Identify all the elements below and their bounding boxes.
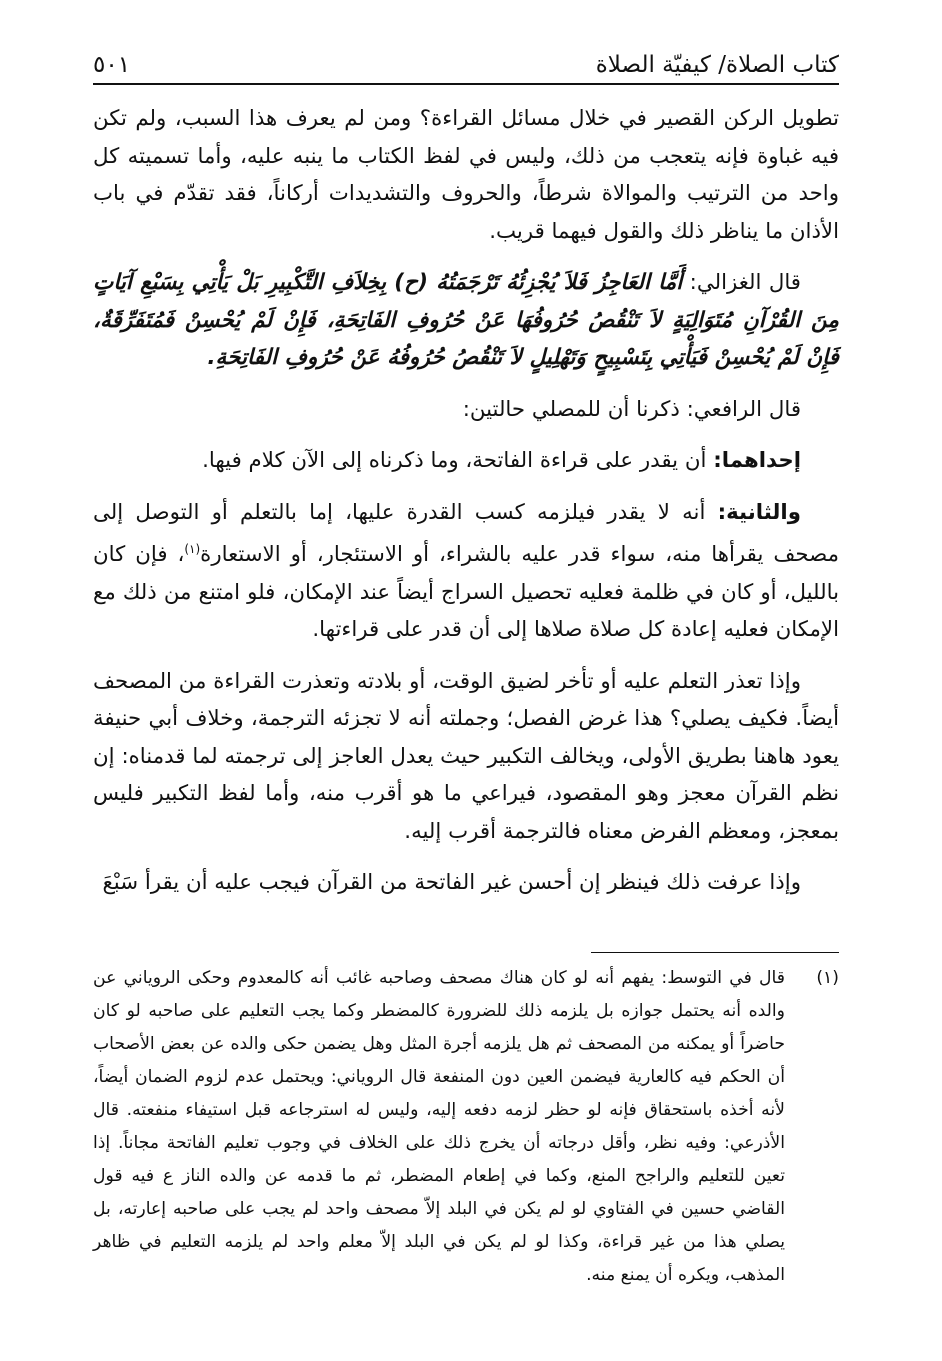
first-case-paragraph	[93, 442, 839, 480]
first-case-text: أن يقدر على قراءة الفاتحة، وما ذكرناه إلى الآن كلام فيها.	[202, 448, 707, 473]
footnote-number: (١)	[816, 968, 839, 988]
paragraph-7: وإذا عرفت ذلك فينظر إن أحسن غير الفاتحة من القرآن فيجب عليه أن يقرأ سَبْعَ	[102, 870, 801, 896]
footnote-divider	[591, 952, 839, 953]
page-number: ٥٠١	[93, 52, 131, 78]
footnote-1	[93, 962, 839, 1292]
second-case-paragraph	[93, 494, 839, 649]
second-case-label: والثانية:	[717, 499, 801, 525]
quote-lead: قال الغزالي:	[689, 270, 801, 295]
second-case-text-b: ، فإن كان بالليل، أو كان في ظلمة فعليه تحصيل السراج أيضاً عند الإمكان، فلو امتنع من ذلك مع الإمكان فعليه إعادة كل صلاة صلاها إلى أن قدر على قراءتها.	[93, 542, 839, 643]
header-divider	[93, 83, 839, 85]
page-header	[93, 38, 839, 78]
main-text	[93, 100, 839, 916]
footnotes	[93, 962, 839, 1292]
paragraph-1: تطويل الركن القصير في خلال مسائل القراءة؟ ومن لم يعرف هذا السبب، ولم تكن فيه غباوة فإنه يتعجب من ذلك، وليس في لفظ الكتاب ما ينبه عليه، وأما تسميته كل واحد من الترتيب والموالاة شرطاً، والحروف والتشديدات أركاناً، فقد تقدّم في باب الأذان ما يناظر ذلك والقول فيهما قريب.	[93, 106, 839, 244]
footnote-reference[interactable]: (١)	[184, 542, 201, 556]
ghazali-quote: أَمَّا العَاجِزُ فَلاَ يُجْزِئُهُ تَرْجَمَتُهُ (ح) بِخِلاَفِ التَّكْبِيرِ بَلْ يَأْتِي بِسَبْعِ آيَاتٍ مِنَ القُرْآنِ مُتَوَالِيَةٍ لاَ تَنْقُصُ حُرُوفُهَا عَنْ حُرُوفِ الفَاتِحَةِ، فَإِنْ لَمْ يُحْسِنْ فَمُتَفَرِّقَةٌ، فَإِنْ لَمْ يُحْسِنْ فَيَأْتِي بِتَسْبِيحٍ وَتَهْلِيلٍ لاَ تَنْقُصُ حُرُوفُهُ عَنْ حُرُوفِ الفَاتِحَةِ.	[93, 270, 839, 370]
ghazali-quote-paragraph	[93, 264, 839, 377]
first-case-label: إحداهما:	[713, 448, 801, 473]
rafii-paragraph: قال الرافعي: ذكرنا أن للمصلي حالتين:	[462, 396, 801, 422]
second-case-text-a: أنه لا يقدر فيلزمه كسب القدرة عليها، إما بالتعلم أو التوصل إلى مصحف يقرأها منه، سواء قدر عليه بالشراء، أو الاستئجار، أو الاستعارة	[93, 499, 839, 568]
chapter-title: كتاب الصلاة/ كيفيّة الصلاة	[595, 52, 839, 78]
footnote-text: قال في التوسط: يفهم أنه لو كان هناك مصحف وصاحبه غائب أنه كالمعدوم وحكى الروياني عن والده أنه يحتمل جوازه بل يلزمه ذلك للضرورة كالمضطر وكما يجب التعليم على صاحبه لو كان حاضراً أو يمكنه من المصحف ثم هل يلزمه أجرة المثل وهل يضمن حكى والده عن بعض الأصحاب أن الحكم فيه كالعارية فيضمن العين دون المنفعة قال الروياني: ويحتمل عدم لزوم الضمان أيضاً، لأنه أخذه باستحقاق فإنه لو حظر لزمه دفعه إليه، وليس له استرجاعه قبل استيفاء منفعته. قال الأذرعي: وفيه نظر، وأقل درجاته أن يخرج ذلك على الخلاف في وجوب تعليم الفاتحة مجاناً. إذا تعين للتعليم والراجح المنع، وكما في إطعام المضطر، ثم ما قدمه عن والده الناز ع فيه قول القاضي حسين في الفتاوي لو لم يكن في البلد إلاّ مصحف واحد لم يجب على صاحبه إعارته، بل يصلي هذا من غير قراءة، وكذا لو لم يكن في البلد إلاّ معلم واحد لم يلزمه التعليم في ظاهر المذهب، ويكره أن يمنع منه.	[93, 968, 785, 1285]
paragraph-6: وإذا تعذر التعلم عليه أو تأخر لضيق الوقت، أو بلادته وتعذرت القراءة من المصحف أيضاً. فكيف يصلي؟ هذا غرض الفصل؛ وجملته أنه لا تجزئه الترجمة، وخلاف أبي حنيفة يعود هاهنا بطريق الأولى، ويخالف التكبير حيث يعدل العاجز إلى ترجمته لما قدمناه: إن نظم القرآن معجز وهو المقصود، فيراعي ما هو أقرب منه، وأما لفظ التكبير فليس بمعجز، ومعظم الفرض معناه فالترجمة أقرب إليه.	[93, 668, 839, 844]
